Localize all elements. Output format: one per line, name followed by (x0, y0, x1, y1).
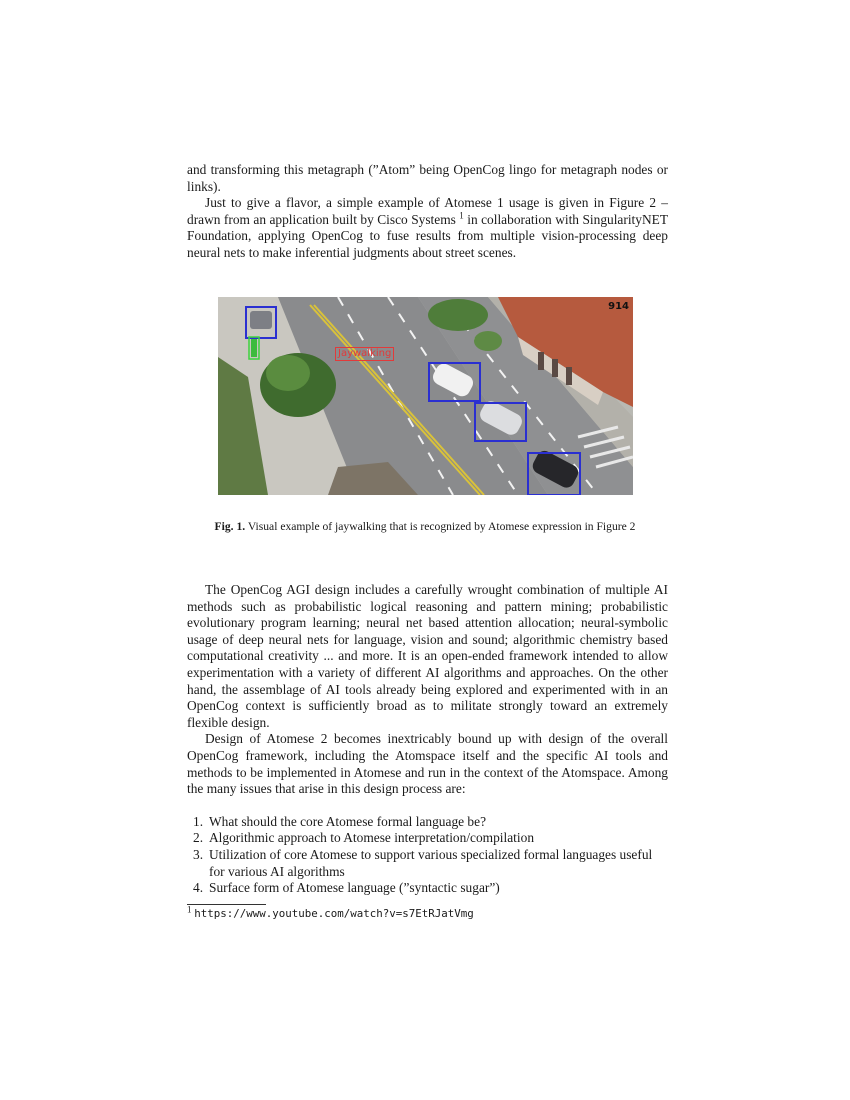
list-text: Utilization of core Atomese to support various specialized formal languages useful for various AI algorithms (209, 846, 653, 879)
main-text (187, 582, 668, 897)
footnote-link[interactable]: https://www.youtube.com/watch?v=s7EtRJatVmg (194, 907, 474, 920)
jaywalking-label: Jaywalking (335, 347, 394, 361)
intro-text-before: Just to give a flavor, a simple example of Atomese 1 usage is given in Figure 2 – drawn from an application built by Cisco Systems (187, 195, 668, 227)
list-text: Algorithmic approach to Atomese interpretation/compilation (209, 830, 535, 846)
figure-caption (0, 520, 850, 534)
list-number: 4. (193, 880, 204, 896)
footnote-number: 1 (187, 904, 192, 915)
opencog-design-paragraph: The OpenCog AGI design includes a carefully wrought combination of multiple AI methods such as probabilistic logical reasoning and pattern mining; probabilistic evolutionary program learning; neural net based attention allocation; neural-symbolic usage of deep neural nets for language, vision and sound; algorithmic chemistry based computational creativity ... and more. It is an open-ended framework intended to allow experimentation with a variety of different AI algorithms and approaches. On the other hand, the assemblage of AI tools already being explored and experimented with in an OpenCog context is sufficiently broad as to militate strongly toward an extremely flexible design. (187, 582, 668, 730)
list-item (187, 880, 668, 897)
frame-number: 914 (608, 301, 629, 312)
caption-text: Visual example of jaywalking that is recognized by Atomese expression in Figure 2 (247, 520, 636, 533)
list-number: 1. (193, 813, 204, 829)
footnote-reference[interactable]: 1 (459, 210, 464, 221)
atomese-design-paragraph: Design of Atomese 2 becomes inextricably bound up with design of the overall OpenCog framework, including the Atomspace itself and the specific AI tools and methods to be implemented in Atomese and run in the context of the Atomspace. Among the many issues that arise in this design process are: (187, 731, 668, 797)
intro-text (187, 162, 668, 262)
intro-paragraph (187, 195, 668, 261)
caption-label: Fig. 1. (214, 520, 246, 533)
list-number: 2. (193, 830, 204, 846)
footnote (187, 904, 474, 921)
list-text: What should the core Atomese formal language be? (209, 813, 487, 829)
list-item (187, 814, 668, 831)
list-item (187, 830, 668, 847)
continuation-paragraph: and transforming this metagraph (”Atom” being OpenCog lingo for metagraph nodes or links). (187, 162, 668, 194)
design-issues-list (187, 814, 668, 897)
intro-text-after: in collaboration with SingularityNET Foundation, applying OpenCog to fuse results from multiple vision-processing deep neural nets to make inferential judgments about street scenes. (187, 211, 668, 260)
street-scene-figure (218, 297, 633, 495)
list-text: Surface form of Atomese language (”syntactic sugar”) (209, 880, 500, 896)
footnote-divider (187, 904, 266, 905)
list-number: 3. (193, 846, 204, 862)
list-item (187, 847, 668, 880)
